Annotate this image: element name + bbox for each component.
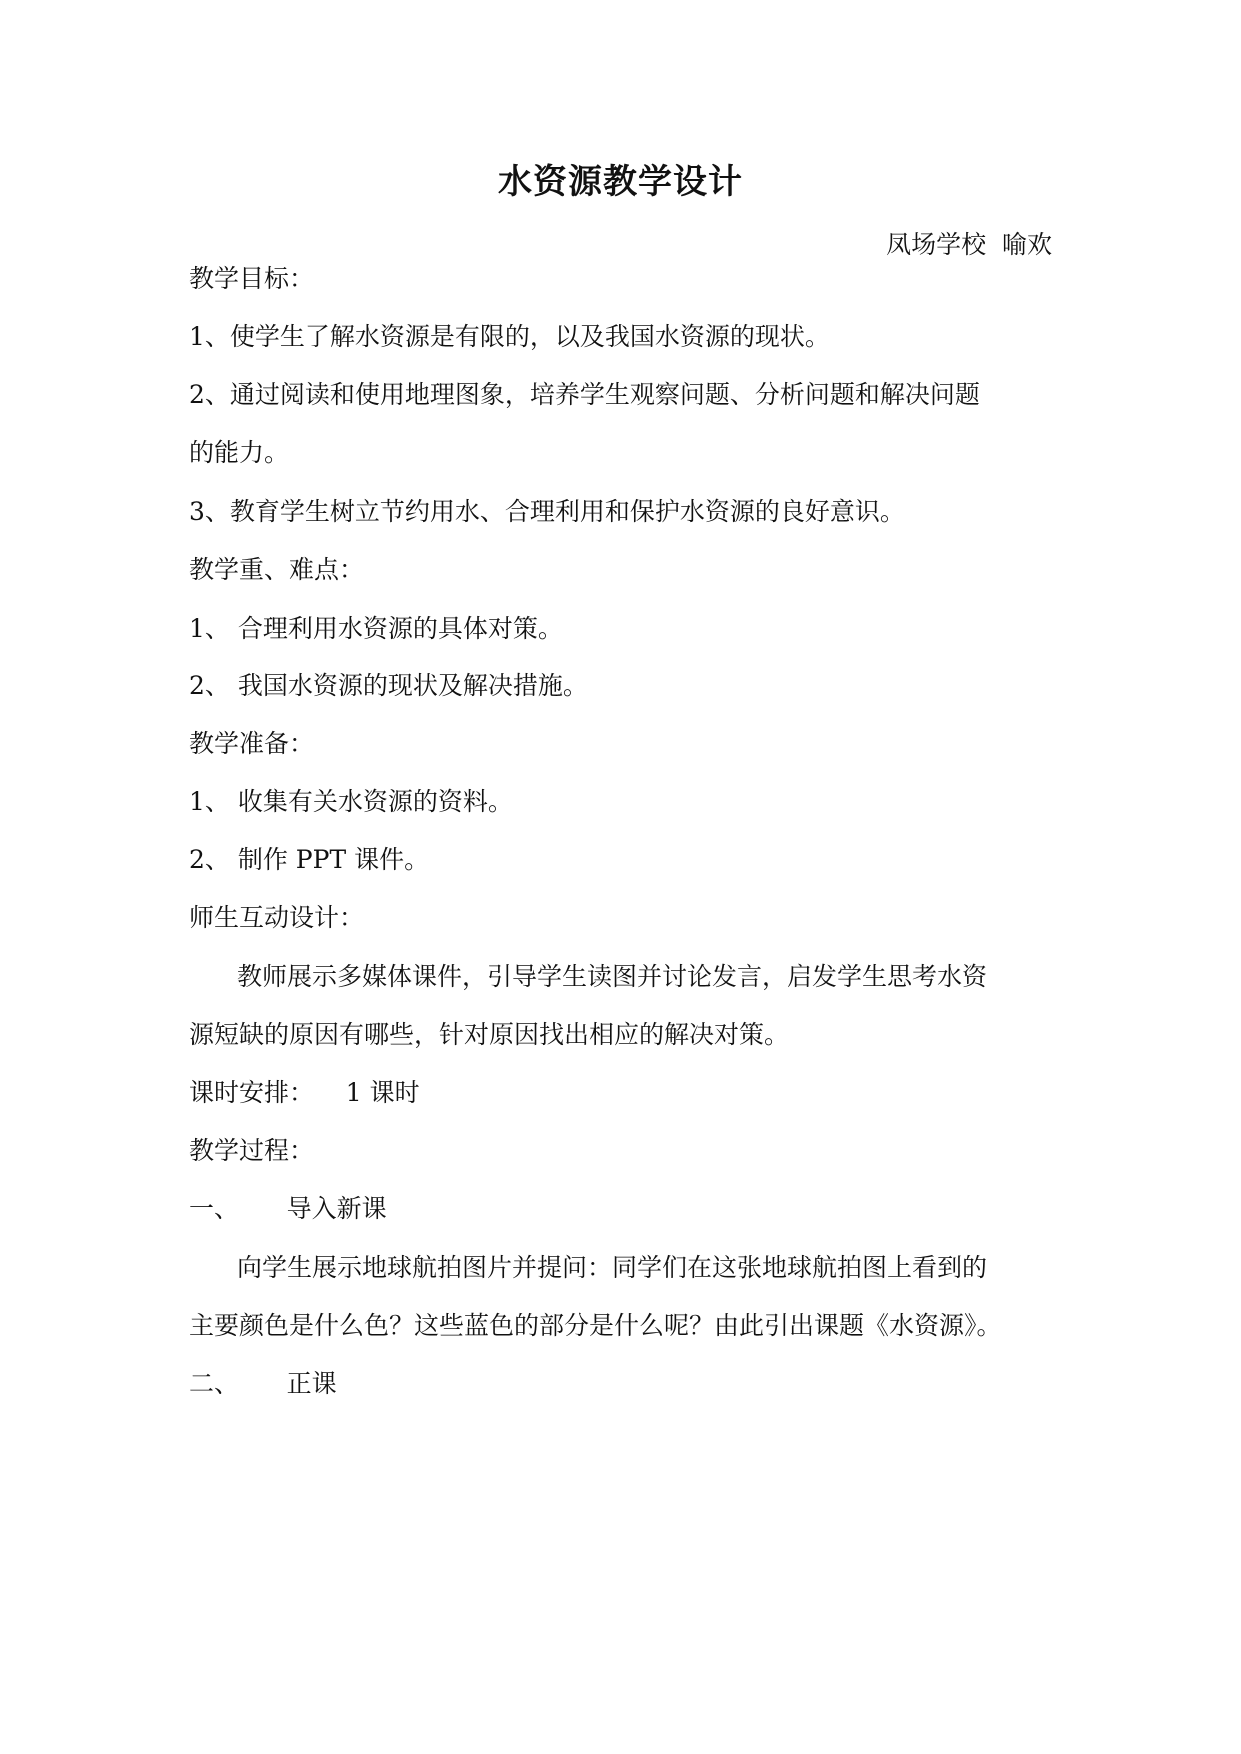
goal-item-3: 3、教育学生树立节约用水、合理利用和保护水资源的良好意识。 <box>189 497 905 526</box>
interaction-paragraph-line-2: 源短缺的原因有哪些，针对原因找出相应的解决对策。 <box>189 1020 790 1049</box>
intro-paragraph-line-2: 主要颜色是什么色？这些蓝色的部分是什么呢？由此引出课题《水资源》。 <box>189 1311 1002 1340</box>
intro-paragraph-line-1: 向学生展示地球航拍图片并提问：同学们在这张地球航拍图上看到的 <box>237 1253 988 1282</box>
document-title: 水资源教学设计 <box>498 162 743 202</box>
heading-interaction-design: 师生互动设计： <box>189 903 365 932</box>
author-line: 凤场学校 喻欢 <box>886 230 1052 259</box>
goal-item-2-continued: 的能力。 <box>189 438 290 467</box>
heading-key-points: 教学重、难点： <box>189 555 365 584</box>
key-point-2: 2、 我国水资源的现状及解决措施。 <box>189 671 588 700</box>
class-hours-line: 课时安排： 1 课时 <box>189 1078 420 1107</box>
preparation-item-2: 2、 制作 PPT 课件。 <box>189 845 430 874</box>
heading-preparation: 教学准备： <box>189 729 315 758</box>
goal-item-2: 2、通过阅读和使用地理图象，培养学生观察问题、分析问题和解决问题 <box>189 380 980 409</box>
key-point-1: 1、 合理利用水资源的具体对策。 <box>189 614 563 643</box>
interaction-paragraph-line-1: 教师展示多媒体课件，引导学生读图并讨论发言，启发学生思考水资 <box>237 962 988 991</box>
heading-teaching-goals: 教学目标： <box>189 264 315 293</box>
goal-item-1: 1、使学生了解水资源是有限的，以及我国水资源的现状。 <box>189 322 830 351</box>
section-one-heading: 一、 导入新课 <box>189 1194 387 1223</box>
heading-teaching-process: 教学过程： <box>189 1136 315 1165</box>
preparation-item-1: 1、 收集有关水资源的资料。 <box>189 787 513 816</box>
section-two-heading: 二、 正课 <box>189 1369 337 1398</box>
